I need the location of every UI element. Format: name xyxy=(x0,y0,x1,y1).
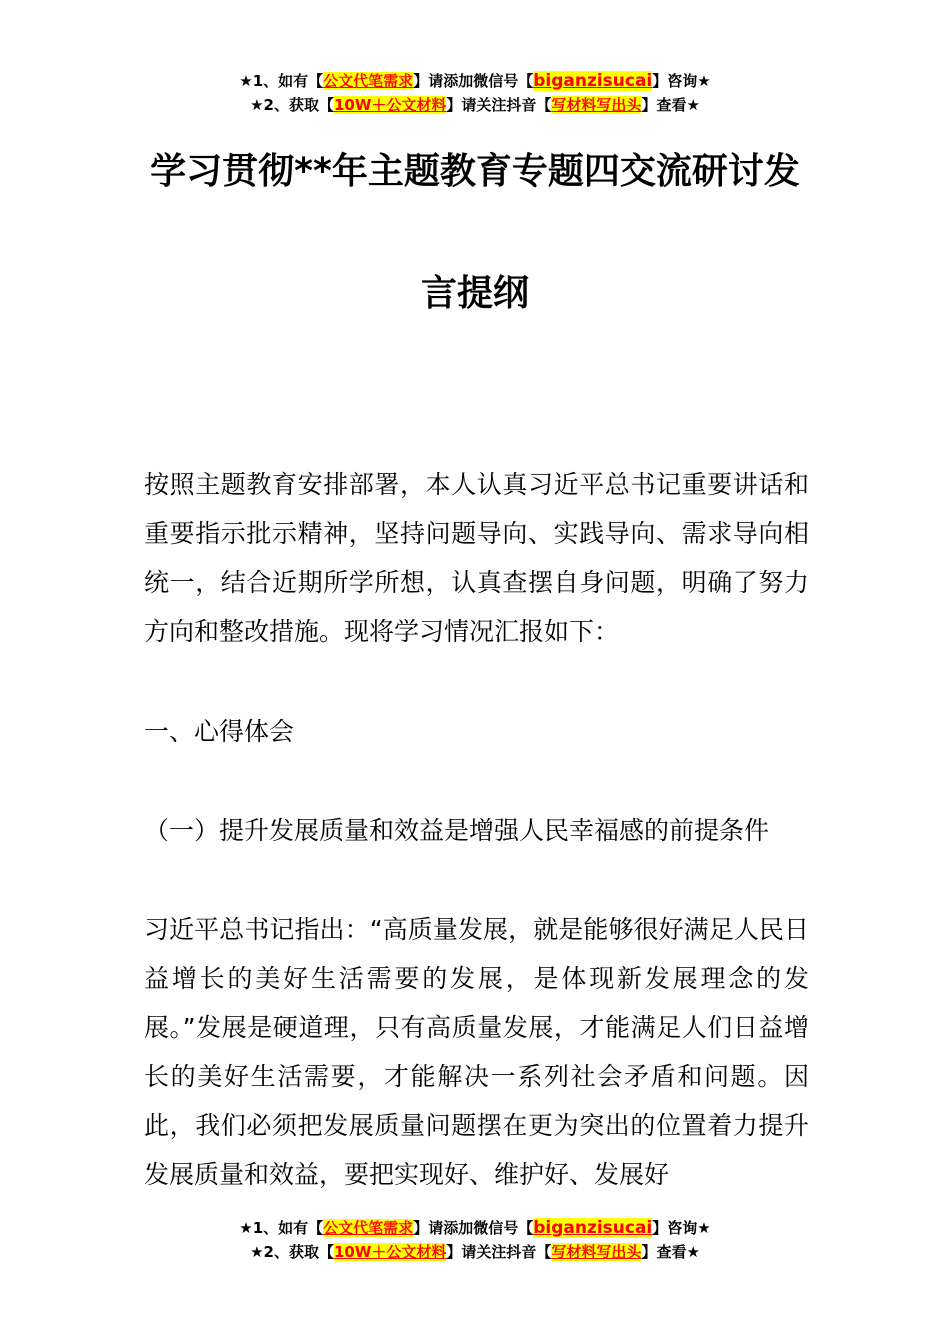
section-heading: 一、心得体会 xyxy=(144,717,295,746)
header-promo-banner xyxy=(0,69,950,117)
footer-service-highlight: 公文代笔需求 xyxy=(323,1219,414,1237)
promo-service-highlight: 公文代笔需求 xyxy=(323,72,414,90)
promo-line-2-prefix: ★2、获取【 xyxy=(250,96,334,114)
footer-promo-line-2 xyxy=(0,1240,950,1264)
footer-line-2-mid: 】请关注抖音【 xyxy=(446,1243,552,1261)
promo-line-2-suffix: 】查看★ xyxy=(641,96,700,114)
promo-materials-highlight: 10W＋公文材料 xyxy=(333,96,447,114)
body-paragraph: 习近平总书记指出：“高质量发展，就是能够很好满足人民日益增长的美好生活需要的发展，是体现新发展理念的发展。”发展是硬道理，只有高质量发展，才能满足人们日益增长的美好生活需要，才能解决一系列社会矛盾和问题。因此，我们必须把发展质量问题摆在更为突出的位置着力提升发展质量和效益，要把实现好、维护好、发展好 xyxy=(144,915,809,1189)
footer-promo-banner xyxy=(0,1216,950,1264)
document-title-line-1: 学习贯彻**年主题教育专题四交流研讨发 xyxy=(150,151,800,192)
footer-line-1-mid: 】请添加微信号【 xyxy=(413,1219,534,1237)
footer-line-2-suffix: 】查看★ xyxy=(641,1243,700,1261)
document-title-line-2: 言提纲 xyxy=(420,273,529,314)
promo-line-2-mid: 】请关注抖音【 xyxy=(446,96,552,114)
footer-promo-line-1 xyxy=(0,1216,950,1240)
subsection-heading: （一）提升发展质量和效益是增强人民幸福感的前提条件 xyxy=(144,816,770,845)
promo-line-1-prefix: ★1、如有【 xyxy=(239,72,324,90)
footer-wechat-id: biganzisucai xyxy=(533,1218,653,1238)
footer-douyin-account: 写材料写出头 xyxy=(551,1243,642,1261)
promo-line-1-mid: 】请添加微信号【 xyxy=(413,72,534,90)
promo-douyin-account: 写材料写出头 xyxy=(551,96,642,114)
footer-line-1-suffix: 】咨询★ xyxy=(652,1219,711,1237)
promo-line-2 xyxy=(0,93,950,117)
footer-line-2-prefix: ★2、获取【 xyxy=(250,1243,334,1261)
promo-line-1 xyxy=(0,69,950,93)
promo-wechat-id: biganzisucai xyxy=(533,71,653,91)
footer-materials-highlight: 10W＋公文材料 xyxy=(333,1243,447,1261)
intro-paragraph: 按照主题教育安排部署，本人认真习近平总书记重要讲话和重要指示批示精神，坚持问题导向、实践导向、需求导向相统一，结合近期所学所想，认真查摆自身问题，明确了努力方向和整改措施。现将学习情况汇报如下： xyxy=(144,470,809,646)
promo-line-1-suffix: 】咨询★ xyxy=(652,72,711,90)
footer-line-1-prefix: ★1、如有【 xyxy=(239,1219,324,1237)
